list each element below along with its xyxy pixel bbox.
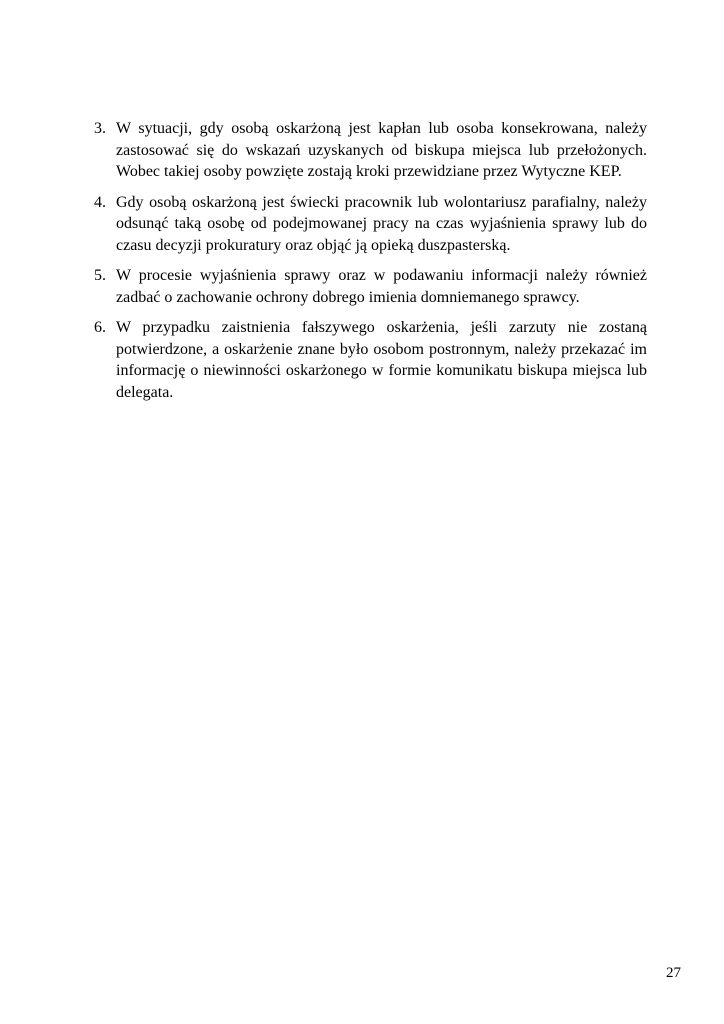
list-item-number: 3.	[94, 120, 106, 137]
list-item	[94, 317, 647, 403]
list-item-number: 5.	[94, 267, 106, 284]
list-item-text: W procesie wyjaśnienia sprawy oraz w podawaniu informacji należy również zadbać o zachowanie ochrony dobrego imienia domniemanego sprawcy.	[116, 267, 647, 306]
list-item-text: W sytuacji, gdy osobą oskarżoną jest kapłan lub osoba konsekrowana, należy zastosować się do wskazań uzyskanych od biskupa miejsca lub przełożonych. Wobec takiej osoby powzięte zostają kroki przewidziane przez Wytyczne KEP.	[116, 120, 647, 180]
list-item-number: 4.	[94, 193, 106, 211]
list-item-text: Gdy osobą oskarżoną jest świecki pracownik lub wolontariusz parafialny, należy odsunąć taką osobę od podejmowanej pracy na czas wyjaśnienia sprawy lub do czasu decyzji prokuratury oraz objąć ją opieką duszpasterską.	[116, 193, 647, 254]
numbered-list	[94, 118, 647, 412]
list-item	[94, 118, 647, 183]
list-item-number: 6.	[94, 319, 106, 336]
list-item	[94, 192, 647, 257]
page-number: 27	[666, 965, 681, 981]
list-item-text: W przypadku zaistnienia fałszywego oskarżenia, jeśli zarzuty nie zostaną potwierdzone, a oskarżenie znane było osobom postronnym, należy przekazać im informację o niewinności oskarżonego w formie komunikatu biskupa miejsca lub delegata.	[116, 319, 647, 401]
list-item	[94, 265, 647, 308]
